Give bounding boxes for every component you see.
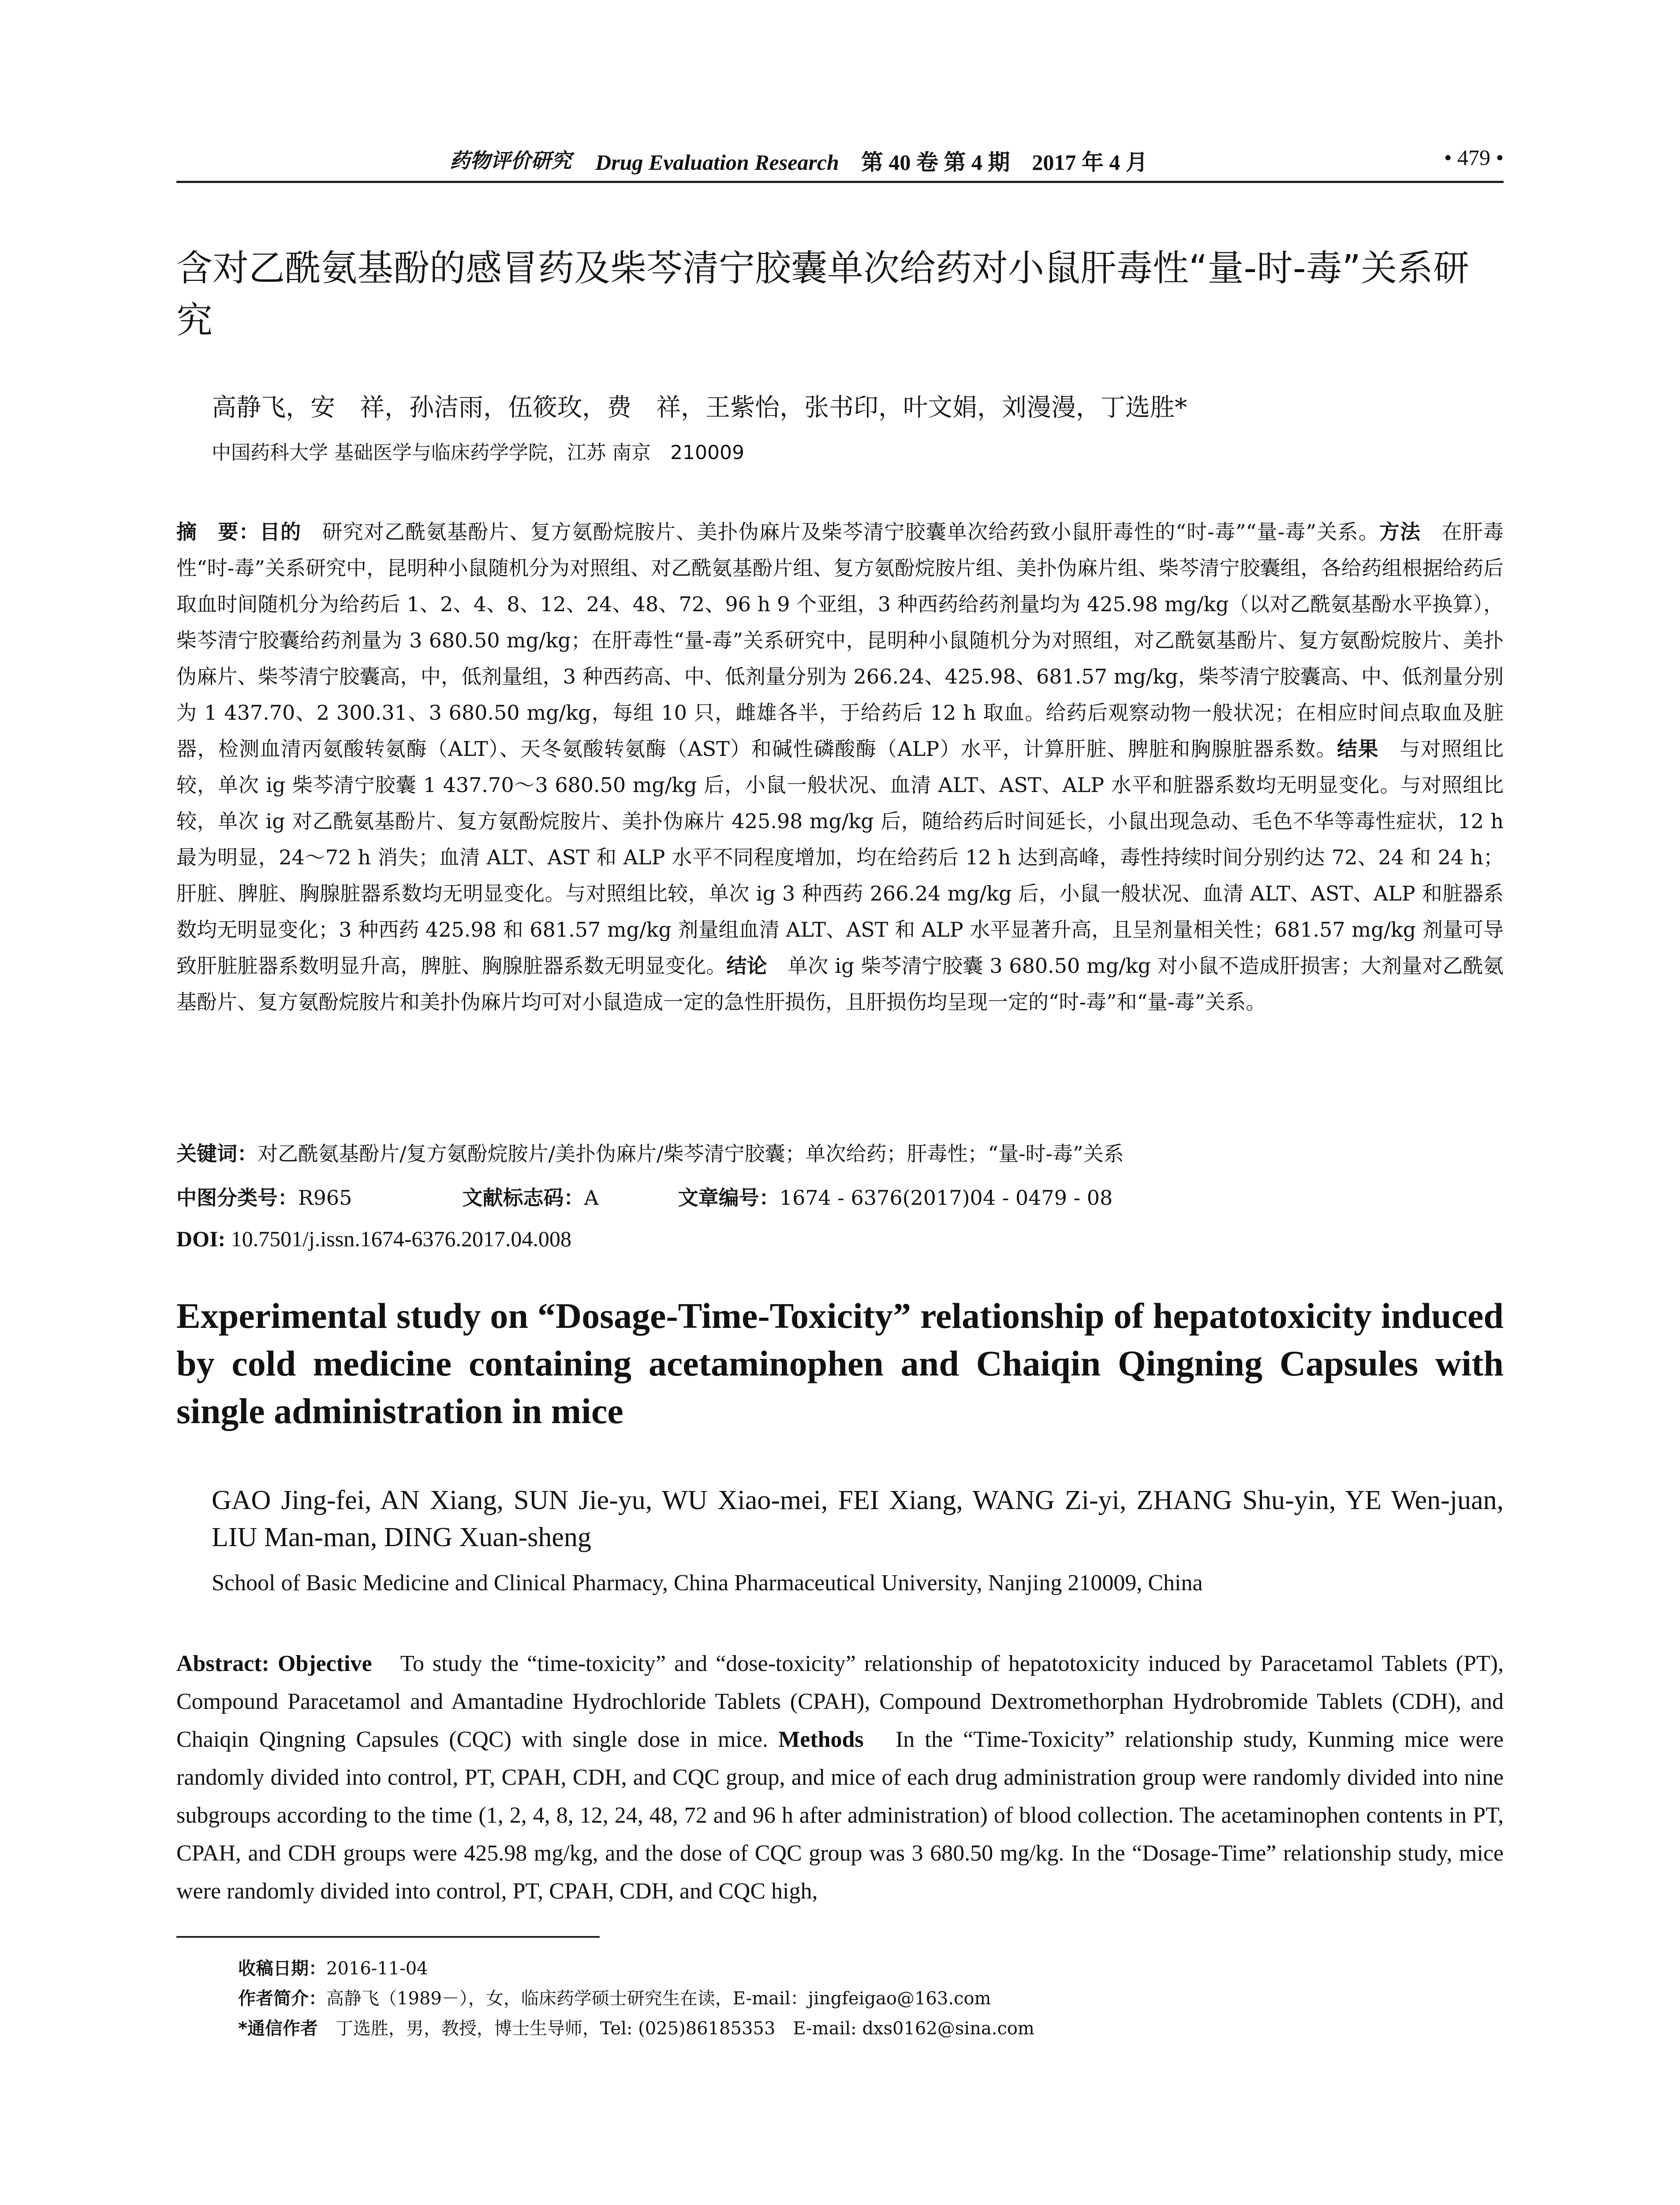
keywords-cn-text: 对乙酰氨基酚片/复方氨酚烷胺片/美扑伪麻片/柴芩清宁胶囊；单次给药；肝毒性；“量-时-毒”关系 xyxy=(258,1142,1124,1166)
abstract-en xyxy=(176,1645,1504,1910)
author-bio-text: 高静飞（1989－），女，临床药学硕士研究生在读，E-mail：jingfeigao@163.com xyxy=(326,1988,991,2009)
doi-row xyxy=(176,1226,1504,1252)
title-cn: 含对乙酰氨基酚的感冒药及柴芩清宁胶囊单次给药对小鼠肝毒性“量-时-毒”关系研究 xyxy=(176,247,1470,341)
keywords-cn-label: 关键词： xyxy=(176,1142,258,1166)
affiliation-cn: 中国药科大学 基础医学与临床药学学院，江苏 南京 210009 xyxy=(212,441,744,464)
objective-cn-label: 目的 xyxy=(259,520,302,544)
methods-cn-text: 在肝毒性“时-毒”关系研究中，昆明种小鼠随机分为对照组、对乙酰氨基酚片组、复方氨酚烷胺片组、美扑伪麻片组、柴芩清宁胶囊组，各给药组根据给药后取血时间随机分为给药后 1、2、4、8、12、24、48、72、96 h 9 个亚组，3 种西药给药剂量均为 425.98 mg/kg（以对乙酰氨基酚水平换算），柴芩清宁胶囊给药剂量为 3 680.50 mg/kg；在肝毒性“量-毒”关系研究中，昆明种小鼠随机分为对照组，对乙酰氨基酚片、复方氨酚烷胺片、美扑伪麻片、柴芩清宁胶囊高，中，低剂量组，3 种西药高、中、低剂量分别为 266.24、425.98、681.57 mg/kg，柴芩清宁胶囊高、中、低剂量分别为 1 437.70、2 300.31、3 680.50 mg/kg，每组 10 只，雌雄各半，于给药后 12 h 取血。给药后观察动物一般状况；在相应时间点取血及脏器，检测血清丙氨酸转氨酶（ALT）、天冬氨酸转氨酶（AST）和碱性磷酸酶（ALP）水平，计算肝脏、脾脏和胸腺脏器系数。 xyxy=(176,520,1504,761)
page-number: • 479 • xyxy=(1444,145,1504,170)
methods-cn-label: 方法 xyxy=(1379,520,1421,544)
doi-label: DOI: xyxy=(176,1226,226,1251)
article-number-value: 1674 - 6376(2017)04 - 0479 - 08 xyxy=(779,1186,1113,1210)
title-en: Experimental study on “Dosage-Time-Toxicity” relationship of hepatotoxicity induced by cold medicine containing acetaminophen and Chaiqin Qingning Capsules with single administration in mice xyxy=(176,1296,1504,1431)
received-value: 2016-11-04 xyxy=(326,1958,428,1979)
running-header xyxy=(176,137,1504,183)
footnotes xyxy=(238,1954,1504,2044)
author-bio-label: 作者简介： xyxy=(238,1988,326,2009)
author-bio xyxy=(238,1984,1504,2014)
results-cn-label: 结果 xyxy=(1337,737,1379,761)
classification-row xyxy=(176,1182,1504,1211)
footnote-divider xyxy=(176,1936,600,1938)
doc-code-label: 文献标志码： xyxy=(462,1186,584,1210)
objective-en-label: Objective xyxy=(277,1651,372,1676)
clc-value: R965 xyxy=(298,1186,352,1210)
received-label: 收稿日期： xyxy=(238,1958,326,1979)
affiliation-en: School of Basic Medicine and Clinical Pharmacy, China Pharmaceutical University, Nanjing 210009, China xyxy=(212,1570,1203,1596)
received-date xyxy=(238,1954,1504,1984)
methods-en-text: In the “Time-Toxicity” relationship study, Kunming mice were randomly divided into control, PT, CPAH, CDH, and CQC group, and mice of each drug administration group were randomly divided into nine subgroups according to the time (1, 2, 4, 8, 12, 24, 48, 72 and 96 h after administration) of blood collection. The acetaminophen contents in PT, CPAH, and CDH groups were 425.98 mg/kg, and the dose of CQC group was 3 680.50 mg/kg. In the “Dosage-Time” relationship study, mice were randomly divided into control, PT, CPAH, CDH, and CQC high, xyxy=(176,1727,1504,1904)
authors-en: GAO Jing-fei, AN Xiang, SUN Jie-yu, WU Xiao-mei, FEI Xiang, WANG Zi-yi, ZHANG Shu-yin, YE Wen-juan, LIU Man-man, DING Xuan-sheng xyxy=(212,1485,1504,1552)
methods-en-label: Methods xyxy=(778,1727,864,1752)
abstract-cn xyxy=(176,514,1504,1020)
corresponding-label: *通信作者 xyxy=(238,2018,318,2039)
objective-en-text: To study the “time-toxicity” and “dose-toxicity” relationship of hepatotoxicity induced by Paracetamol Tablets (PT), Compound Paracetamol and Amantadine Hydrochloride Tablets (CPAH), Compound Dextromethorphan Hydrobromide Tablets (CDH), and Chaiqin Qingning Capsules (CQC) with single dose in mice. xyxy=(176,1651,1504,1752)
abstract-cn-label: 摘 要： xyxy=(176,520,260,544)
journal-issue: 第 40 卷 第 4 期 2017 年 4 月 xyxy=(861,150,1148,175)
journal-name-en: Drug Evaluation Research xyxy=(595,150,839,175)
clc-label: 中图分类号： xyxy=(176,1186,298,1210)
objective-cn-text: 研究对乙酰氨基酚片、复方氨酚烷胺片、美扑伪麻片及柴芩清宁胶囊单次给药致小鼠肝毒性的“时-毒”“量-毒”关系。 xyxy=(322,520,1379,544)
abstract-en-label: Abstract: xyxy=(176,1651,269,1676)
keywords-cn xyxy=(176,1138,1504,1167)
corresponding-author xyxy=(238,2014,1504,2044)
article-number-label: 文章编号： xyxy=(678,1186,780,1210)
doc-code-value: A xyxy=(584,1186,599,1210)
results-cn-text: 与对照组比较，单次 ig 柴芩清宁胶囊 1 437.70～3 680.50 mg/kg 后，小鼠一般状况、血清 ALT、AST、ALP 水平和脏器系数均无明显变化。与对照组比较，单次 ig 对乙酰氨基酚片、复方氨酚烷胺片、美扑伪麻片 425.98 mg/kg 后，随给药后时间延长，小鼠出现急动、毛色不华等毒性症状，12 h 最为明显，24～72 h 消失；血清 ALT、AST 和 ALP 水平不同程度增加，均在给药后 12 h 达到高峰，毒性持续时间分别约达 72、24 和 24 h；肝脏、脾脏、胸腺脏器系数均无明显变化。与对照组比较，单次 ig 3 种西药 266.24 mg/kg 后，小鼠一般状况、血清 ALT、AST、ALP 和脏器系数均无明显变化；3 种西药 425.98 和 681.57 mg/kg 剂量组血清 ALT、AST 和 ALP 水平显著升高，且呈剂量相关性；681.57 mg/kg 剂量可导致肝脏脏器系数明显升高，脾脏、胸腺脏器系数无明显变化。 xyxy=(176,737,1504,978)
authors-cn: 高静飞，安 祥，孙洁雨，伍筱玫，费 祥，王紫怡，张书印，叶文娟，刘漫漫，丁选胜* xyxy=(212,393,1187,422)
doi-value[interactable]: 10.7501/j.issn.1674-6376.2017.04.008 xyxy=(231,1226,571,1251)
journal-issue-line xyxy=(595,145,1148,176)
conclusion-cn-text: 单次 ig 柴芩清宁胶囊 3 680.50 mg/kg 对小鼠不造成肝损害；大剂量对乙酰氨基酚片、复方氨酚烷胺片和美扑伪麻片均可对小鼠造成一定的急性肝损伤，且肝损伤均呈现一定的“时-毒”和“量-毒”关系。 xyxy=(176,954,1504,1014)
journal-logo-cn: 药物评价研究 xyxy=(450,149,571,172)
conclusion-cn-label: 结论 xyxy=(726,954,767,978)
corresponding-text: 丁选胜，男，教授，博士生导师，Tel: (025)86185353 E-mail: dxs0162@sina.com xyxy=(335,2018,1034,2039)
